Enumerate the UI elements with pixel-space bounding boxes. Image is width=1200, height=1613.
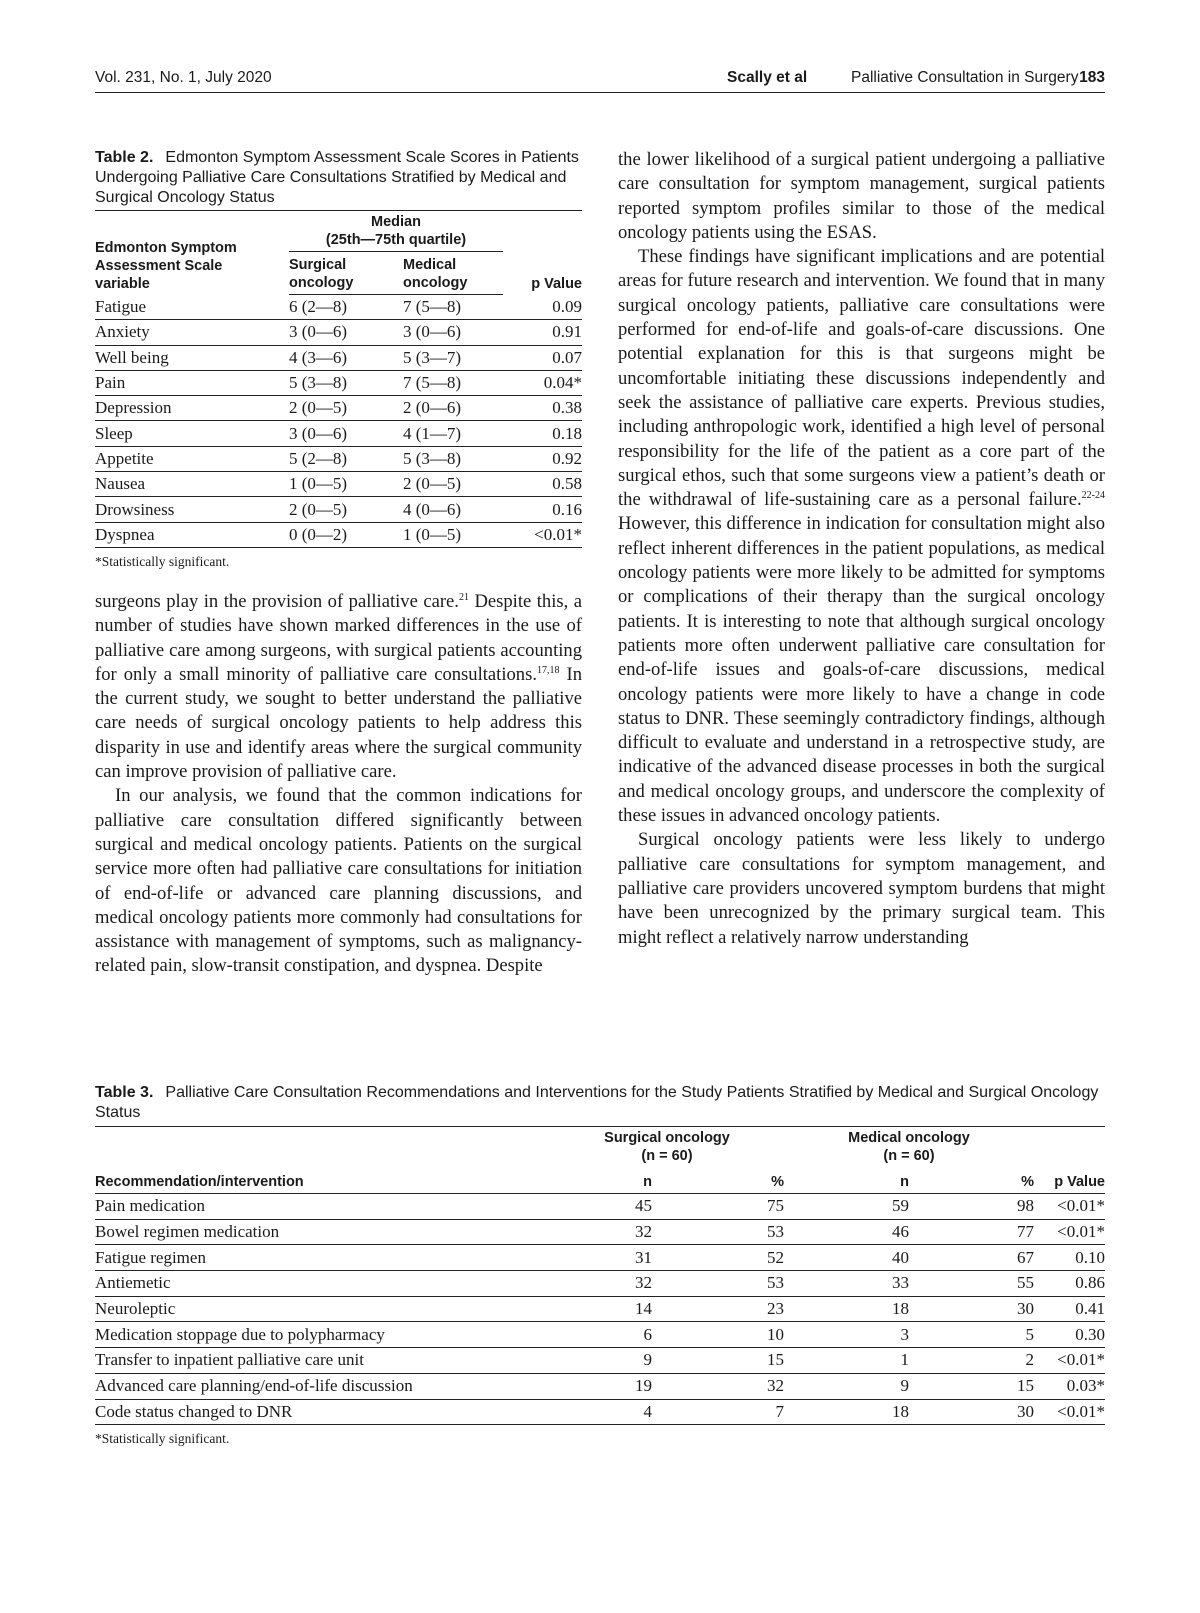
table3-cell-pvalue: 0.41 xyxy=(1034,1296,1105,1322)
table3-row xyxy=(95,1271,1105,1297)
table2-cell-pvalue: 0.18 xyxy=(503,421,582,446)
table2-cell-pvalue: <0.01* xyxy=(503,522,582,547)
table3-row xyxy=(95,1348,1105,1374)
table3-surgical-header xyxy=(550,1127,784,1166)
table2-label: Table 2. xyxy=(95,149,154,166)
right-paragraph-2-text-2: However, this difference in indication for consultation might also reflect inherent differences in the patient populations, as medical oncology patients were more likely to be admitted for symptoms or complications of their therapy than the surgical oncology patients. It is interesting to note that although surgical oncology patients more often underwent palliative care consultation for end-of-life issues and goals-of-care discussions, medical oncology patients were more likely to have a change in code status to DNR. These seemingly contradictory findings, although difficult to evaluate and understand in a retrospective study, are indicative of the advanced disease processes in both the surgical and medical oncology groups, and underscore the complexity of these issues in advanced oncology patients. xyxy=(618,513,1105,827)
table2-cell-surgical: 4 (3—6) xyxy=(289,345,403,370)
table3-cell-medical-pct: 98 xyxy=(909,1194,1034,1220)
table3-row xyxy=(95,1373,1105,1399)
table2-cell-surgical: 3 (0—6) xyxy=(289,421,403,446)
table2-cell-variable: Nausea xyxy=(95,472,289,497)
table2-row xyxy=(95,421,582,446)
journal-volume: Vol. 231, No. 1, July 2020 xyxy=(95,69,272,86)
table3-cell-pvalue: <0.01* xyxy=(1034,1194,1105,1220)
table3-cell-medical-pct: 55 xyxy=(909,1271,1034,1297)
table3-cell-pvalue: 0.10 xyxy=(1034,1245,1105,1271)
table3-cell-medical-n: 46 xyxy=(784,1219,909,1245)
table3-medical-n-header: n xyxy=(784,1165,909,1194)
table2-cell-variable: Anxiety xyxy=(95,320,289,345)
running-header xyxy=(95,66,1105,93)
table2-cell-pvalue: 0.09 xyxy=(503,295,582,320)
table3-cell-pvalue: <0.01* xyxy=(1034,1219,1105,1245)
table2-variable-header xyxy=(95,211,289,295)
right-column xyxy=(618,148,1105,950)
table3-cell-medical-pct: 67 xyxy=(909,1245,1034,1271)
table2-cell-medical: 5 (3—8) xyxy=(403,446,503,471)
table2-pvalue-header: p Value xyxy=(531,275,582,292)
table2-row xyxy=(95,472,582,497)
table3-surgical-n-header: n xyxy=(550,1165,652,1194)
table2-row xyxy=(95,497,582,522)
table3-row xyxy=(95,1322,1105,1348)
table3-cell-pvalue: 0.86 xyxy=(1034,1271,1105,1297)
table2-row xyxy=(95,446,582,471)
table3-cell-medical-pct: 77 xyxy=(909,1219,1034,1245)
table3-cell-surgical-n: 19 xyxy=(550,1373,652,1399)
table2-cell-surgical: 2 (0—5) xyxy=(289,497,403,522)
table2-medical-header-line1: Medical xyxy=(403,257,457,273)
left-paragraph-1-text: surgeons play in the provision of palliative care. xyxy=(95,590,459,612)
table3-cell-surgical-n: 9 xyxy=(550,1348,652,1374)
table3-cell-surgical-n: 4 xyxy=(550,1399,652,1425)
right-paragraph-3: Surgical oncology patients were less likely to undergo palliative care consultations for symptom management, and palliative care providers uncovered symptom burdens that might have been unrecognized by the primary surgical team. This might reflect a relatively narrow understanding xyxy=(618,829,1105,948)
table3-cell-medical-pct: 2 xyxy=(909,1348,1034,1374)
table3-surgical-header-line2: (n = 60) xyxy=(641,1148,693,1164)
left-paragraph-1-text-3: In the current study, we sought to better understand the palliative care needs of surgical oncology patients to help address this disparity in use and identify areas where the surgical community can improve provision of palliative care. xyxy=(95,663,582,783)
table2-caption xyxy=(95,148,582,208)
table3-row xyxy=(95,1399,1105,1425)
table3-block xyxy=(95,1083,1105,1447)
right-paragraph-1: the lower likelihood of a surgical patient undergoing a palliative care consultation for symptom management, surgical patients reported symptom profiles similar to those of the medical oncology patients using the ESAS. xyxy=(618,149,1105,243)
table3-surgical-header-line1: Surgical oncology xyxy=(604,1130,730,1146)
table3-medical-header-line2: (n = 60) xyxy=(883,1148,935,1164)
left-paragraph-2: In our analysis, we found that the common indications for palliative care consultation differed significantly between surgical and medical oncology patients. Patients on the surgical service more often had palliative care consultations for initiation of end-of-life or advanced care planning discussions, and medical oncology patients more commonly had consultations for assistance with management of symptoms, such as malignancy-related pain, slow-transit constipation, and dyspnea. Despite xyxy=(95,785,582,977)
table3-cell-surgical-n: 14 xyxy=(550,1296,652,1322)
table2-cell-variable: Well being xyxy=(95,345,289,370)
table3-cell-pvalue: <0.01* xyxy=(1034,1399,1105,1425)
table2-cell-pvalue: 0.07 xyxy=(503,345,582,370)
table3-cell-item: Bowel regimen medication xyxy=(95,1219,550,1245)
table3-cell-medical-n: 18 xyxy=(784,1399,909,1425)
table3-label: Table 3. xyxy=(95,1084,154,1101)
table2-row xyxy=(95,345,582,370)
table2-cell-pvalue: 0.91 xyxy=(503,320,582,345)
table2-cell-surgical: 5 (2—8) xyxy=(289,446,403,471)
table3-medical-header xyxy=(784,1127,1034,1166)
table3-cell-surgical-pct: 75 xyxy=(652,1194,784,1220)
table3-cell-surgical-pct: 15 xyxy=(652,1348,784,1374)
table3-cell-pvalue: <0.01* xyxy=(1034,1348,1105,1374)
table3-cell-medical-n: 40 xyxy=(784,1245,909,1271)
table3-cell-medical-n: 1 xyxy=(784,1348,909,1374)
table2-surgical-header-line1: Surgical xyxy=(289,257,347,273)
table3-cell-medical-pct: 15 xyxy=(909,1373,1034,1399)
table3-cell-medical-n: 18 xyxy=(784,1296,909,1322)
table2-cell-pvalue: 0.38 xyxy=(503,396,582,421)
table2-median-header-line1: Median xyxy=(371,214,421,230)
left-paragraph-1 xyxy=(95,590,582,784)
table3-cell-item: Fatigue regimen xyxy=(95,1245,550,1271)
table2-cell-surgical: 6 (2—8) xyxy=(289,295,403,320)
table2-cell-pvalue: 0.16 xyxy=(503,497,582,522)
table3-cell-item: Transfer to inpatient palliative care unit xyxy=(95,1348,550,1374)
table2-cell-medical: 2 (0—5) xyxy=(403,472,503,497)
table3-cell-pvalue: 0.03* xyxy=(1034,1373,1105,1399)
table2-cell-medical: 7 (5—8) xyxy=(403,295,503,320)
table2-medical-header-line2: oncology xyxy=(403,275,468,291)
table3-cell-medical-pct: 5 xyxy=(909,1322,1034,1348)
table3-pvalue-header: p Value xyxy=(1034,1165,1105,1194)
table2-cell-surgical: 0 (0—2) xyxy=(289,522,403,547)
table2 xyxy=(95,210,582,548)
table3-footnote: *Statistically significant. xyxy=(95,1431,230,1447)
table3-row xyxy=(95,1194,1105,1220)
table3-cell-pvalue: 0.30 xyxy=(1034,1322,1105,1348)
table2-median-header-line2: (25th—75th quartile) xyxy=(325,232,467,248)
left-paragraph-1-text-2: Despite this, a number of studies have shown marked differences in the use of palliative care among surgeons, with surgical patients accounting for only a small minority of palliative care consultations. xyxy=(95,590,583,685)
table2-cell-medical: 7 (5—8) xyxy=(403,370,503,395)
table2-cell-surgical: 1 (0—5) xyxy=(289,472,403,497)
table3-cell-item: Advanced care planning/end-of-life discussion xyxy=(95,1373,550,1399)
table3-cell-item: Antiemetic xyxy=(95,1271,550,1297)
table3-cell-surgical-n: 32 xyxy=(550,1271,652,1297)
table3-cell-surgical-pct: 7 xyxy=(652,1399,784,1425)
table2-variable-header-line1: Edmonton Symptom xyxy=(95,239,237,256)
table2-row xyxy=(95,320,582,345)
running-authors: Scally et al xyxy=(727,69,808,86)
table3-cell-surgical-n: 32 xyxy=(550,1219,652,1245)
table2-cell-variable: Drowsiness xyxy=(95,497,289,522)
table3-cell-surgical-pct: 23 xyxy=(652,1296,784,1322)
table2-cell-variable: Dyspnea xyxy=(95,522,289,547)
table3-cell-item: Code status changed to DNR xyxy=(95,1399,550,1425)
table2-cell-surgical: 2 (0—5) xyxy=(289,396,403,421)
table2-row xyxy=(95,295,582,320)
right-paragraph-2 xyxy=(618,245,1105,828)
table2-cell-variable: Sleep xyxy=(95,421,289,446)
right-paragraph-2-text: These findings have significant implications and are potential areas for future research and intervention. We found that in many surgical oncology patients, palliative care consultations were performed for end-of-life and goals-of-care discussions. One potential explanation for this is that surgeons might be uncomfortable initiating these discussions independently and seek the assistance of palliative care experts. Previous studies, including anthropologic work, identified a high level of personal responsibility for the life of the patient as a core part of the surgical ethos, such that some surgeons view a patient’s death or the withdrawal of life-sustaining care as a personal failure. xyxy=(618,246,1105,511)
table2-cell-variable: Appetite xyxy=(95,446,289,471)
table2-cell-surgical: 3 (0—6) xyxy=(289,320,403,345)
table2-medical-header xyxy=(403,252,503,295)
table3-cell-item: Neuroleptic xyxy=(95,1296,550,1322)
table2-cell-variable: Fatigue xyxy=(95,295,289,320)
table2-cell-medical: 3 (0—6) xyxy=(403,320,503,345)
citation-ref: 21 xyxy=(458,591,469,603)
running-title: Palliative Consultation in Surgery xyxy=(851,69,1079,86)
table2-cell-variable: Depression xyxy=(95,396,289,421)
table2-cell-medical: 2 (0—6) xyxy=(403,396,503,421)
page-number: 183 xyxy=(1079,69,1105,86)
table3-cell-surgical-pct: 53 xyxy=(652,1219,784,1245)
table2-cell-variable: Pain xyxy=(95,370,289,395)
table3-cell-item: Pain medication xyxy=(95,1194,550,1220)
table3-cell-medical-n: 59 xyxy=(784,1194,909,1220)
table3-cell-surgical-n: 45 xyxy=(550,1194,652,1220)
citation-ref: 22-24 xyxy=(1081,489,1105,501)
table3-cell-medical-pct: 30 xyxy=(909,1399,1034,1425)
table2-cell-medical: 4 (0—6) xyxy=(403,497,503,522)
table2-cell-medical: 5 (3—7) xyxy=(403,345,503,370)
left-column xyxy=(95,148,582,979)
table3-caption-text: Palliative Care Consultation Recommendations and Interventions for the Study Patients Stratified by Medical and Surgical Oncology Status xyxy=(95,1084,1099,1121)
table3-cell-surgical-pct: 32 xyxy=(652,1373,784,1399)
table2-surgical-header xyxy=(289,252,403,295)
table3-medical-pct-header: % xyxy=(909,1165,1034,1194)
table2-median-header xyxy=(289,211,503,252)
table2-variable-header-line2: Assessment Scale xyxy=(95,257,223,274)
table2-footnote: *Statistically significant. xyxy=(95,553,230,569)
table2-row xyxy=(95,522,582,547)
table3-cell-item: Medication stoppage due to polypharmacy xyxy=(95,1322,550,1348)
table2-cell-pvalue: 0.58 xyxy=(503,472,582,497)
table3-medical-header-line1: Medical oncology xyxy=(848,1130,970,1146)
table3-cell-surgical-n: 6 xyxy=(550,1322,652,1348)
table3-cell-surgical-pct: 10 xyxy=(652,1322,784,1348)
table3-cell-medical-n: 3 xyxy=(784,1322,909,1348)
table3-row xyxy=(95,1219,1105,1245)
table3-cell-medical-n: 9 xyxy=(784,1373,909,1399)
table2-variable-header-line3: variable xyxy=(95,275,150,292)
table3-rec-header: Recommendation/intervention xyxy=(95,1165,550,1194)
table2-cell-medical: 4 (1—7) xyxy=(403,421,503,446)
table3-surgical-pct-header: % xyxy=(652,1165,784,1194)
table3-cell-surgical-pct: 53 xyxy=(652,1271,784,1297)
table3-row xyxy=(95,1296,1105,1322)
table3-caption xyxy=(95,1083,1105,1123)
table2-cell-pvalue: 0.04* xyxy=(503,370,582,395)
table3 xyxy=(95,1126,1105,1425)
table3-cell-surgical-pct: 52 xyxy=(652,1245,784,1271)
table2-cell-surgical: 5 (3—8) xyxy=(289,370,403,395)
table3-cell-medical-n: 33 xyxy=(784,1271,909,1297)
table2-row xyxy=(95,370,582,395)
table2-row xyxy=(95,396,582,421)
table2-cell-medical: 1 (0—5) xyxy=(403,522,503,547)
table3-cell-medical-pct: 30 xyxy=(909,1296,1034,1322)
table2-caption-text: Edmonton Symptom Assessment Scale Scores in Patients Undergoing Palliative Care Consultations Stratified by Medical and Surgical Oncology Status xyxy=(95,149,579,206)
table2-surgical-header-line2: oncology xyxy=(289,275,354,291)
citation-ref: 17,18 xyxy=(536,664,560,676)
table3-row xyxy=(95,1245,1105,1271)
table3-cell-surgical-n: 31 xyxy=(550,1245,652,1271)
table2-cell-pvalue: 0.92 xyxy=(503,446,582,471)
